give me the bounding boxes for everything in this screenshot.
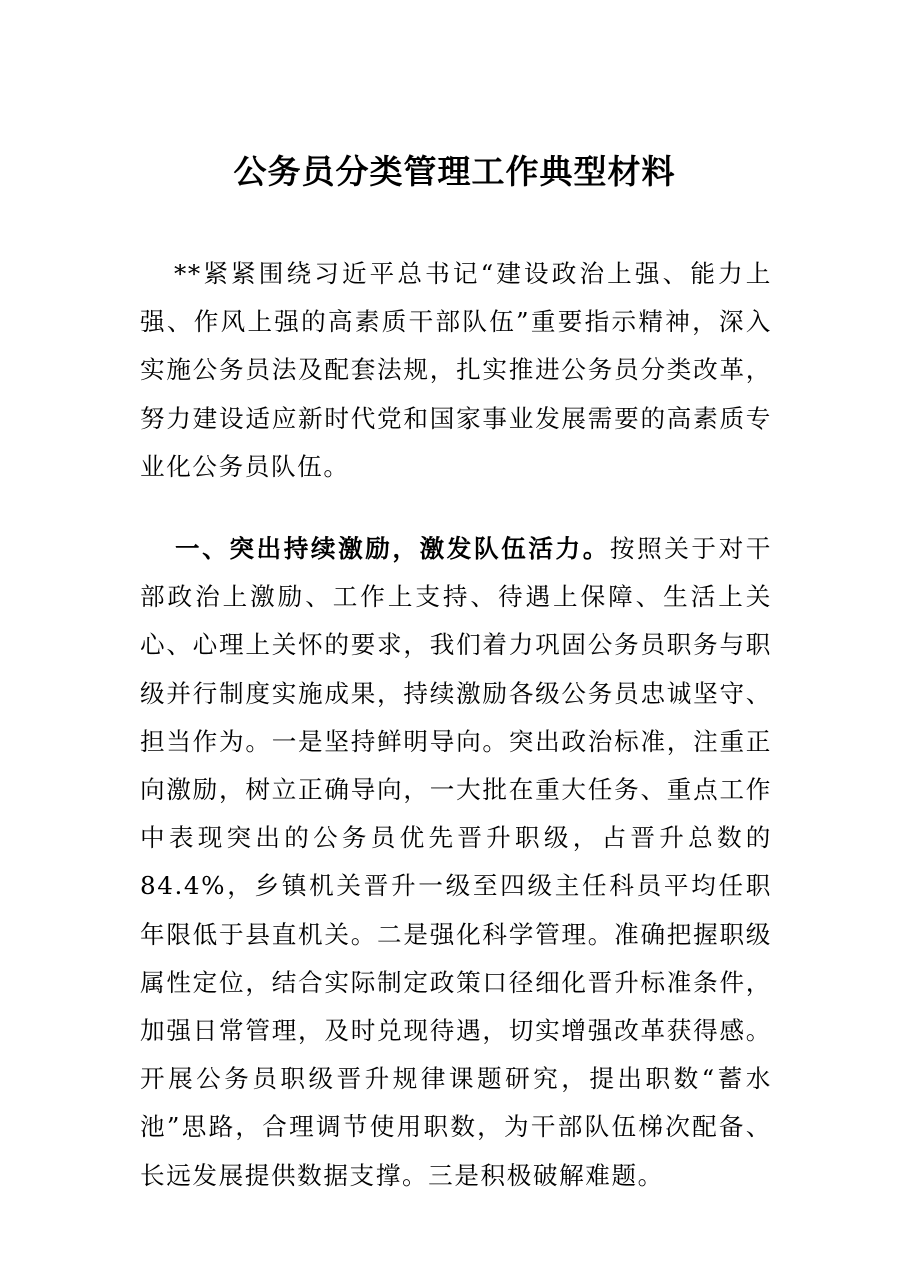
section-1-heading: 一、突出持续激励，激发队伍活力。 — [174, 534, 610, 563]
section-1-body: 按照关于对干部政治上激励、工作上支持、待遇上保障、生活上关心、心理上关怀的要求，我们着力巩固公务员职务与职级并行制度实施成果，持续激励各级公务员忠诚坚守、担当作为。一是坚持鲜明导向。突出政治标准，注重正向激励，树立正确导向，一大批在重大任务、重点工作中表现突出的公务员优先晋升职级，占晋升总数的84.4%，乡镇机关晋升一级至四级主任科员平均任职年限低于县直机关。二是强化科学管理。准确把握职级属性定位，结合实际制定政策口径细化晋升标准条件，加强日常管理，及时兑现待遇，切实增强改革获得感。开展公务员职级晋升规律课题研究，提出职数“蓄水池”思路，合理调节使用职数，为干部队伍梯次配备、长远发展提供数据支撑。三是积极破解难题。 — [140, 534, 772, 1190]
intro-text: **紧紧围绕习近平总书记“建设政治上强、能力上强、作风上强的高素质干部队伍”重要指示精神，深入实施公务员法及配套法规，扎实推进公务员分类改革，努力建设适应新时代党和国家事业发展需要的高素质专业化公务员队伍。 — [140, 259, 772, 481]
intro-paragraph — [140, 250, 772, 491]
section-1-paragraph — [140, 525, 772, 1200]
document-title: 公务员分类管理工作典型材料 — [233, 152, 676, 191]
